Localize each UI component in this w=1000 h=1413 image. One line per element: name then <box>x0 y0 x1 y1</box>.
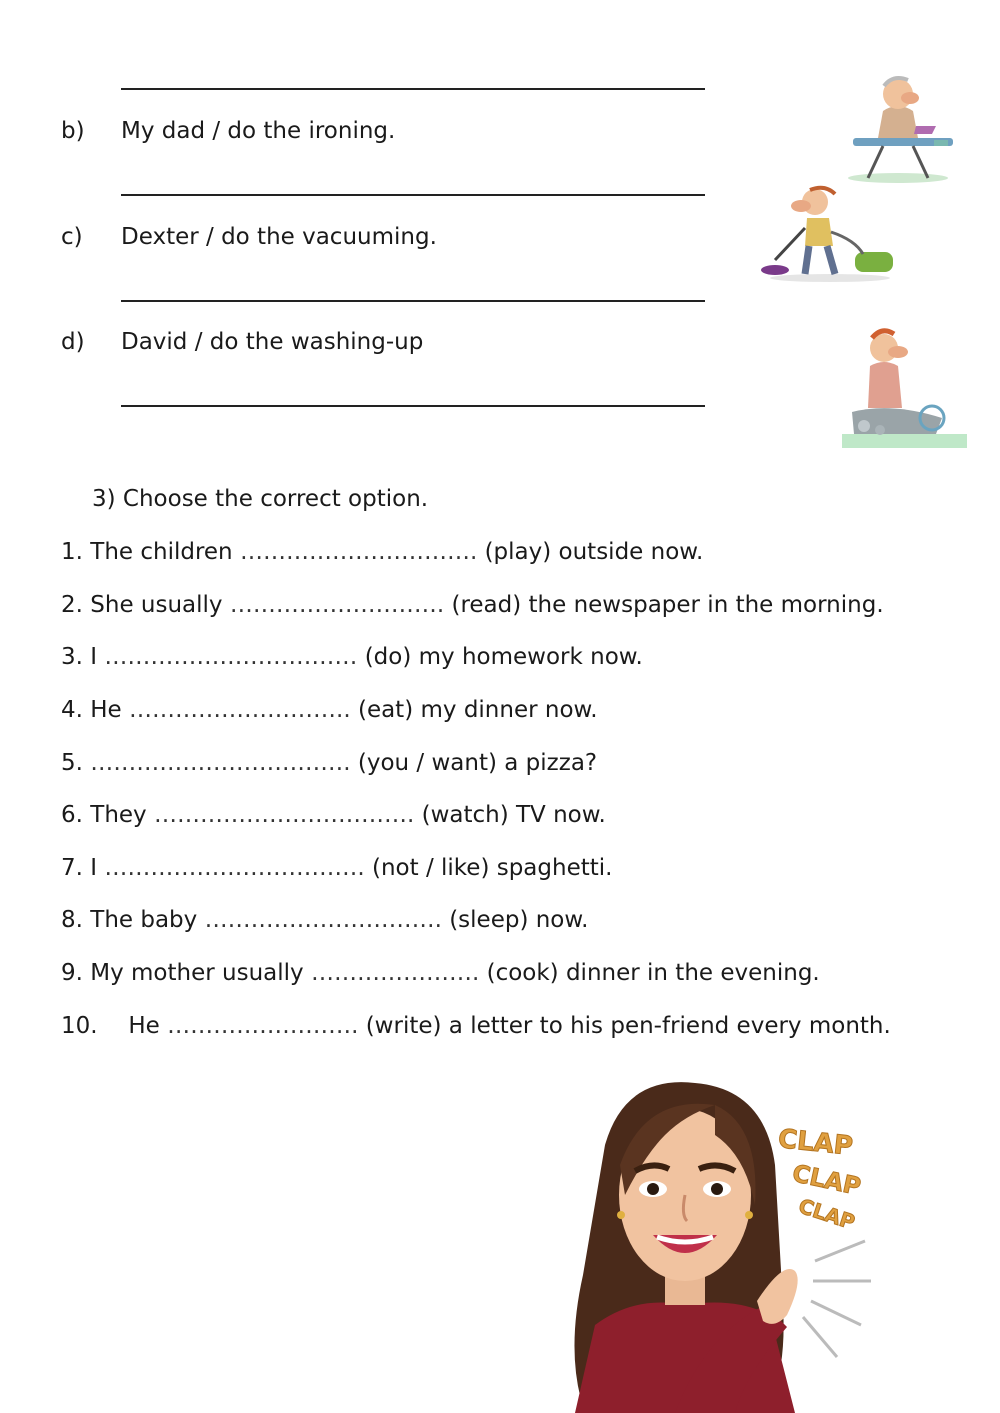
question-text-before: The children <box>90 539 233 565</box>
answer-line-a[interactable] <box>121 88 705 90</box>
man-vacuuming-clipart <box>755 180 905 284</box>
question-row <box>61 750 597 776</box>
question-number: 5. <box>61 750 83 776</box>
answer-blank[interactable]: …………………………… <box>104 644 358 670</box>
answer-blank[interactable]: ……………………. <box>167 1013 359 1039</box>
answer-blank[interactable]: ………………………. <box>229 592 445 618</box>
question-number: 6. <box>61 802 83 828</box>
exercise-3-title: 3) Choose the correct option. <box>92 486 429 512</box>
question-row <box>61 802 606 828</box>
question-row <box>61 592 884 618</box>
question-row <box>61 907 588 933</box>
question-text-after: (do) my homework now. <box>364 644 643 670</box>
clap-word-1: CLAP <box>776 1124 855 1162</box>
question-number: 10. <box>61 1013 98 1039</box>
item-letter-b: b) <box>61 118 85 144</box>
clap-word-3: CLAP <box>795 1193 858 1235</box>
answer-blank[interactable]: ……………………………. <box>104 855 365 881</box>
question-text-before: He <box>90 697 122 723</box>
question-row <box>61 1013 891 1039</box>
item-text-c: Dexter / do the vacuuming. <box>121 224 437 250</box>
item-text-d: David / do the washing-up <box>121 329 424 355</box>
question-number: 4. <box>61 697 83 723</box>
answer-line-b[interactable] <box>121 194 705 196</box>
question-text-after: (write) a letter to his pen-friend every month. <box>365 1013 891 1039</box>
question-row <box>61 960 820 986</box>
answer-blank[interactable]: …………………………. <box>239 539 478 565</box>
question-text-before: She usually <box>90 592 223 618</box>
question-row <box>61 644 643 670</box>
man-washing-up-clipart <box>832 322 972 456</box>
question-text-after: (not / like) spaghetti. <box>372 855 613 881</box>
question-number: 8. <box>61 907 83 933</box>
question-text-after: (cook) dinner in the evening. <box>486 960 820 986</box>
question-text-before: He <box>128 1013 160 1039</box>
question-text-before: I <box>90 855 98 881</box>
item-letter-c: c) <box>61 224 83 250</box>
question-text-after: (read) the newspaper in the morning. <box>451 592 884 618</box>
question-number: 9. <box>61 960 83 986</box>
item-text-b: My dad / do the ironing. <box>121 118 396 144</box>
clapping-avatar-image <box>565 1075 875 1413</box>
answer-blank[interactable]: ……………………………. <box>90 750 351 776</box>
answer-blank[interactable]: …………………………. <box>204 907 442 933</box>
question-text-before: The baby <box>90 907 198 933</box>
question-text-after: (watch) TV now. <box>421 802 606 828</box>
answer-line-d[interactable] <box>121 405 705 407</box>
answer-blank[interactable]: ……………………….. <box>129 697 351 723</box>
question-text-after: (eat) my dinner now. <box>357 697 598 723</box>
question-number: 2. <box>61 592 83 618</box>
question-text-after: (sleep) now. <box>449 907 589 933</box>
question-row <box>61 539 703 565</box>
question-row <box>61 855 612 881</box>
answer-line-c[interactable] <box>121 300 705 302</box>
clap-word-2: CLAP <box>789 1159 864 1201</box>
question-text-before: They <box>90 802 147 828</box>
question-text-before: I <box>90 644 98 670</box>
question-number: 7. <box>61 855 83 881</box>
question-text-after: (you / want) a pizza? <box>357 750 598 776</box>
item-letter-d: d) <box>61 329 85 355</box>
question-number: 1. <box>61 539 83 565</box>
question-number: 3. <box>61 644 83 670</box>
man-ironing-clipart <box>838 66 958 186</box>
question-row <box>61 697 598 723</box>
answer-blank[interactable]: …………………. <box>310 960 480 986</box>
answer-blank[interactable]: ……………………………. <box>153 802 415 828</box>
question-text-after: (play) outside now. <box>484 539 704 565</box>
question-text-before: My mother usually <box>90 960 304 986</box>
